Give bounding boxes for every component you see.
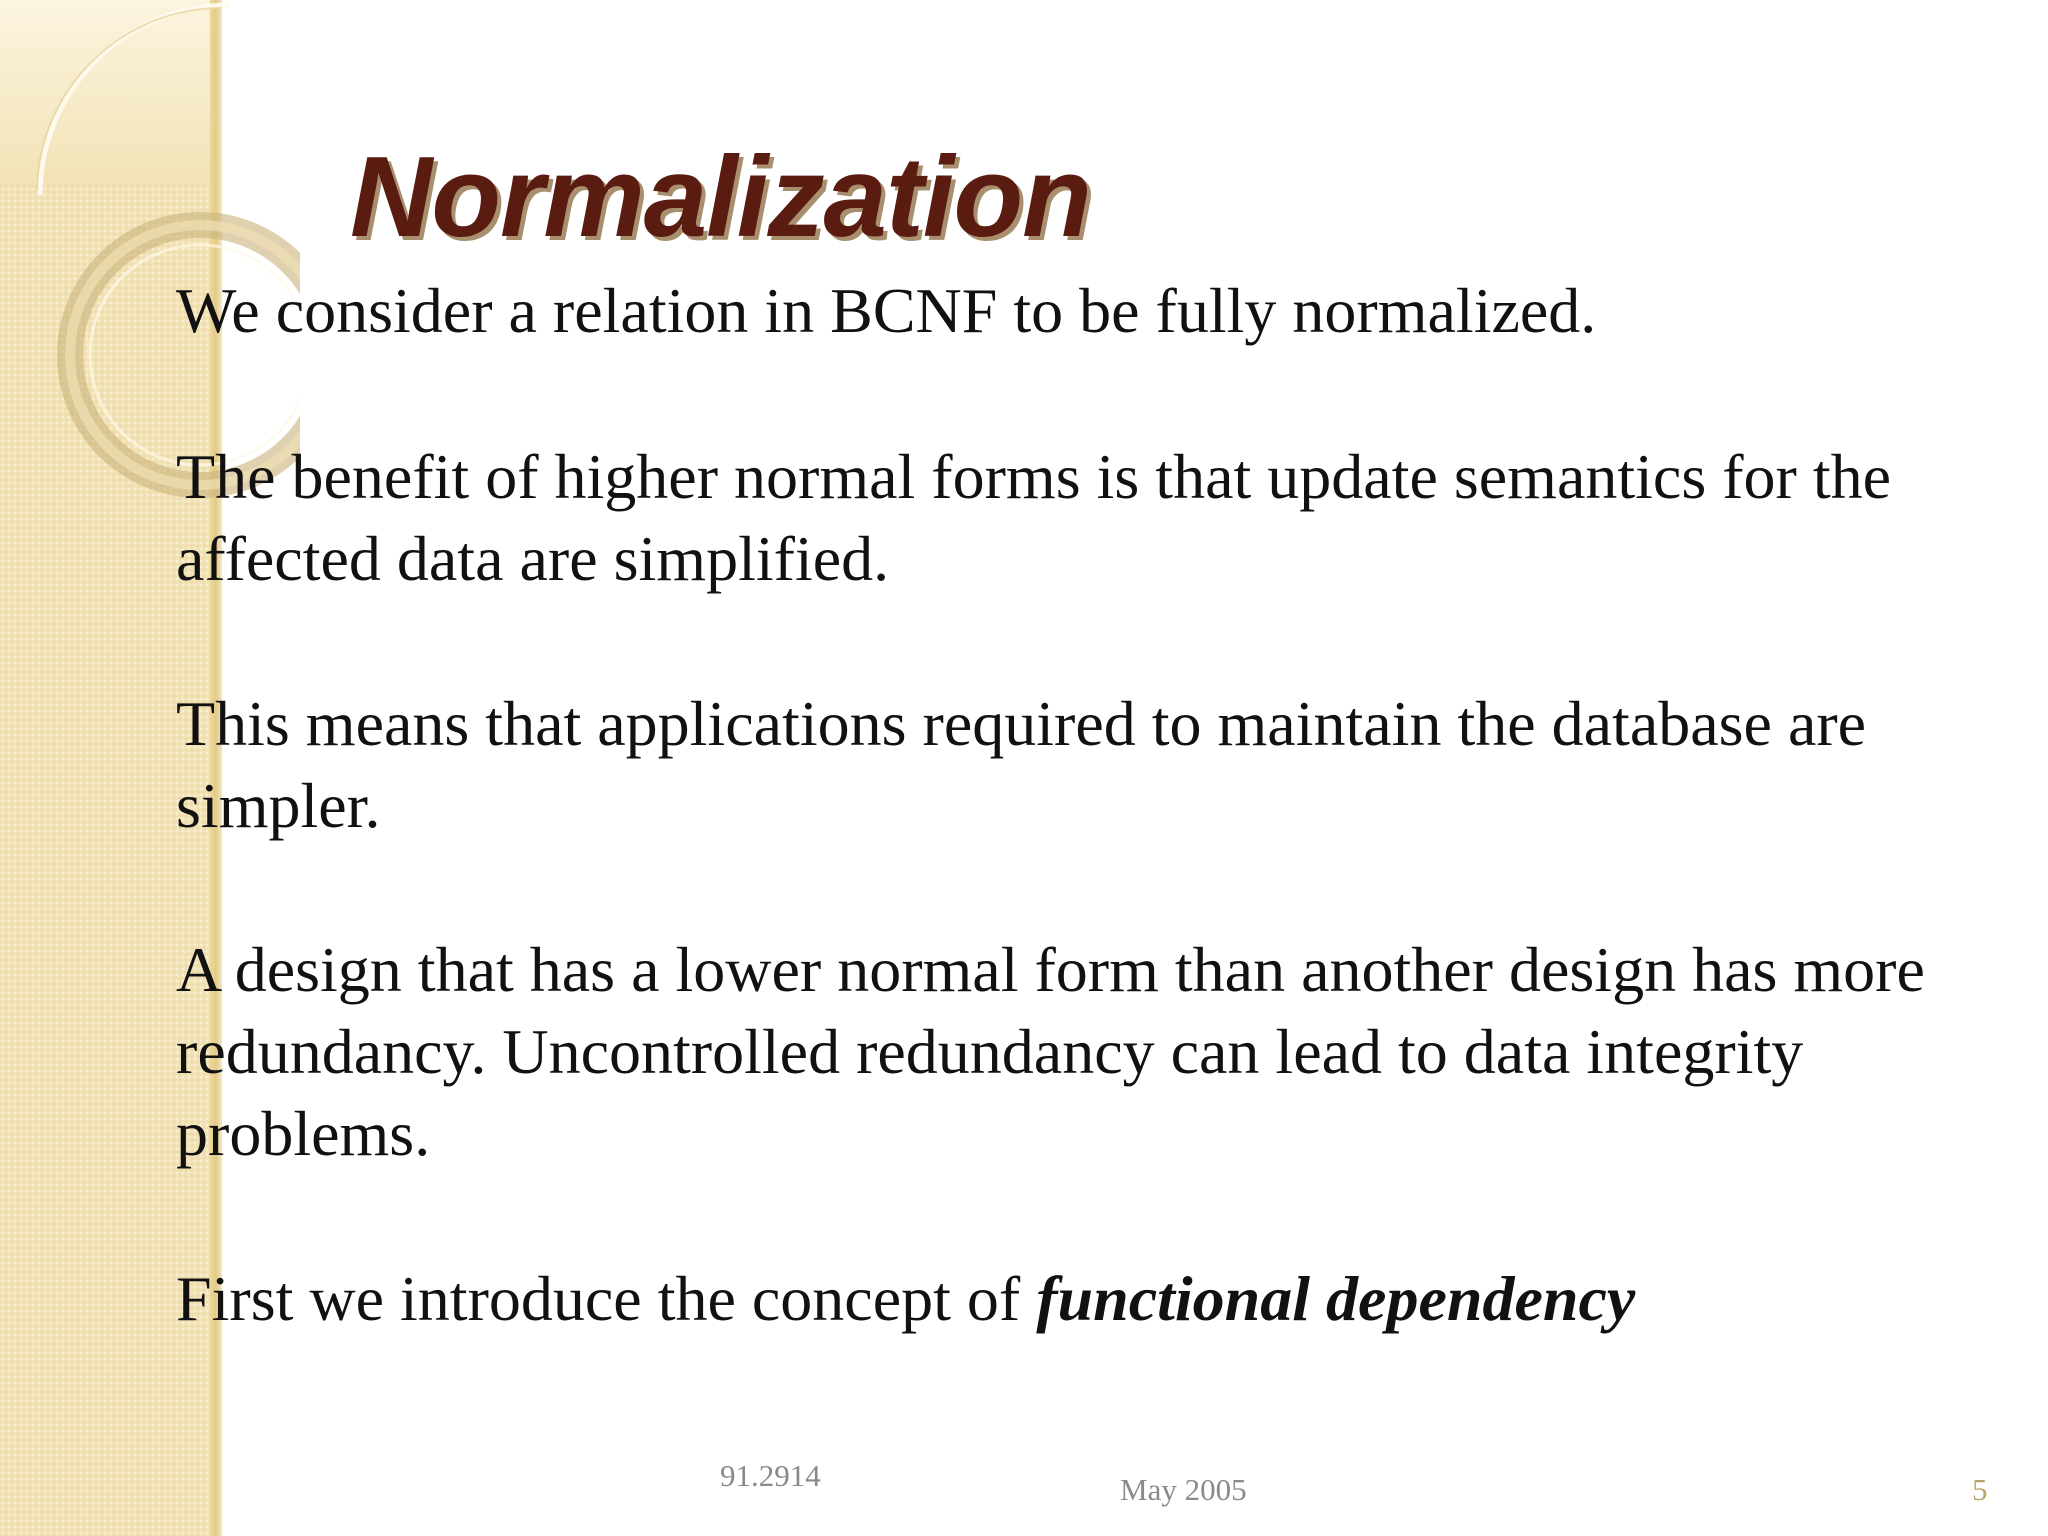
body-paragraph: The benefit of higher normal forms is that update semantics for the affected data are simplified. — [176, 441, 1892, 594]
footer-course-number: 91.2914 — [720, 1458, 821, 1493]
body-paragraph-final — [176, 1258, 1936, 1340]
footer-page-number: 5 — [1972, 1472, 1988, 1507]
body-paragraph: We consider a relation in BCNF to be fully normalized. — [176, 275, 1597, 346]
functional-dependency-emphasis: functional dependency — [1036, 1263, 1636, 1334]
body-paragraph: A design that has a lower normal form than another design has more redundancy. Uncontrolled redundancy can lead to data integrity problems. — [176, 934, 1925, 1169]
body-paragraph: This means that applications required to maintain the database are simpler. — [176, 688, 1867, 841]
footer-date: May 2005 — [1120, 1472, 1247, 1507]
slide-title: Normalization — [350, 134, 1091, 261]
final-paragraph-prefix: First we introduce the concept of — [176, 1263, 1037, 1334]
